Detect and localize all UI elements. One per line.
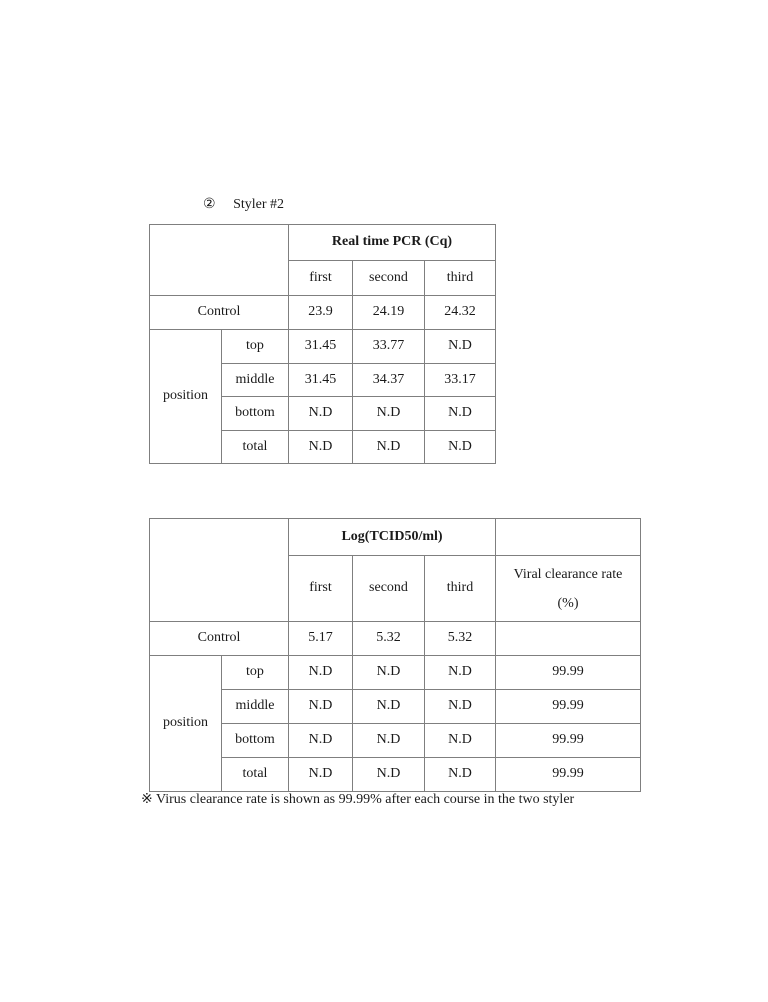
table-cell: 34.37	[353, 364, 425, 397]
table-cell: N.D	[353, 724, 425, 758]
table-row	[150, 758, 641, 792]
table-cell: 5.32	[353, 622, 425, 656]
table-cell: 33.77	[353, 330, 425, 364]
row-label: total	[222, 758, 289, 792]
group-label-position: position	[150, 330, 222, 464]
column-header-third: third	[425, 556, 496, 622]
rate-cell: 99.99	[496, 690, 641, 724]
table-cell: 24.19	[353, 296, 425, 330]
row-label: bottom	[222, 397, 289, 431]
table-row	[150, 330, 496, 364]
tcid50-title-header: Log(TCID50/ml)	[289, 519, 496, 556]
table-cell: 24.32	[425, 296, 496, 330]
column-header-third: third	[425, 261, 496, 296]
table-cell: N.D	[289, 758, 353, 792]
row-label: middle	[222, 364, 289, 397]
table-cell: N.D	[289, 431, 353, 464]
row-label: top	[222, 656, 289, 690]
table-cell: N.D	[425, 724, 496, 758]
group-label-position: position	[150, 656, 222, 792]
footnote: ※ Virus clearance rate is shown as 99.99% after each course in the two styler	[141, 792, 575, 807]
table-cell: N.D	[289, 690, 353, 724]
table-row	[150, 622, 641, 656]
circled-number-marker: ②	[203, 197, 216, 212]
table-cell: N.D	[353, 397, 425, 431]
column-header-first: first	[289, 261, 353, 296]
table-cell: 31.45	[289, 330, 353, 364]
section-heading	[203, 196, 284, 213]
column-header-second: second	[353, 261, 425, 296]
table-cell: N.D	[353, 690, 425, 724]
row-label: top	[222, 330, 289, 364]
row-label-control: Control	[150, 622, 289, 656]
table-cell: N.D	[289, 397, 353, 431]
table-cell: 5.32	[425, 622, 496, 656]
table-cell: 33.17	[425, 364, 496, 397]
table-row	[150, 656, 641, 690]
tcid50-results-table	[149, 518, 641, 792]
rate-header-line: Viral clearance rate	[513, 566, 623, 582]
table-cell: N.D	[289, 656, 353, 690]
rate-cell: 99.99	[496, 724, 641, 758]
table-row	[150, 724, 641, 758]
table-cell: N.D	[353, 431, 425, 464]
row-label-control: Control	[150, 296, 289, 330]
table-row	[150, 296, 496, 330]
column-header-second: second	[353, 556, 425, 622]
table-cell: N.D	[425, 397, 496, 431]
empty-corner-cell	[150, 519, 289, 622]
empty-header-cell	[496, 519, 641, 556]
table-row	[150, 690, 641, 724]
table-cell: 31.45	[289, 364, 353, 397]
table-cell: N.D	[353, 656, 425, 690]
table-cell: N.D	[425, 690, 496, 724]
row-label: bottom	[222, 724, 289, 758]
rate-header-unit: (%)	[557, 595, 579, 611]
table-cell: N.D	[425, 431, 496, 464]
row-label: middle	[222, 690, 289, 724]
viral-clearance-rate-header	[496, 556, 641, 622]
section-heading-text: Styler #2	[233, 197, 285, 212]
rate-cell: 99.99	[496, 758, 641, 792]
row-label: total	[222, 431, 289, 464]
table-cell: N.D	[353, 758, 425, 792]
rate-cell: 99.99	[496, 656, 641, 690]
table-cell: N.D	[425, 758, 496, 792]
table-cell: N.D	[425, 330, 496, 364]
rate-cell	[496, 622, 641, 656]
pcr-results-table	[149, 224, 496, 464]
table-cell: N.D	[425, 656, 496, 690]
table-cell: N.D	[289, 724, 353, 758]
empty-corner-cell	[150, 225, 289, 296]
table-cell: 5.17	[289, 622, 353, 656]
pcr-title-header: Real time PCR (Cq)	[289, 225, 496, 261]
column-header-first: first	[289, 556, 353, 622]
table-cell: 23.9	[289, 296, 353, 330]
